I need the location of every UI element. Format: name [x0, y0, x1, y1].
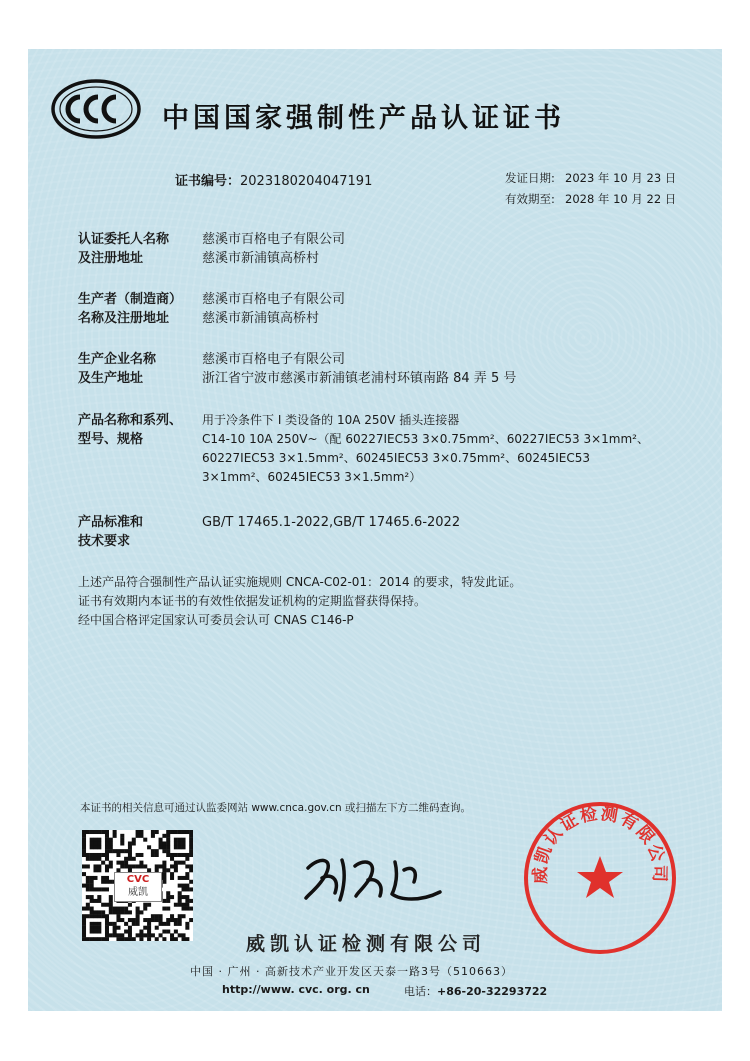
statement — [78, 573, 521, 630]
applicant-value-line1: 慈溪市百格电子有限公司 — [202, 232, 346, 247]
statement-line3: 经中国合格评定国家认可委员会认可 CNAS C146-P — [78, 613, 354, 627]
product-value-line2: C14-10 10A 250V~（配 60227IEC53 3×0.75mm²、60227IEC53 3×1mm²、 — [202, 432, 649, 446]
issuer-phone — [404, 983, 547, 999]
certificate-number-value: 2023180204047191 — [240, 174, 373, 189]
manufacturer-value-line1: 慈溪市百格电子有限公司 — [202, 292, 346, 307]
standards-value — [202, 513, 460, 532]
issuer-phone-label: 电话： — [404, 985, 437, 998]
manufacturer-value — [202, 290, 345, 328]
applicant-value — [202, 230, 345, 268]
standards-label — [78, 513, 143, 551]
issuer-website[interactable]: http://www. cvc. org. cn — [222, 983, 370, 996]
applicant-label-line2: 及注册地址 — [78, 251, 144, 266]
issue-date-row — [505, 170, 676, 186]
ccc-logo-icon — [50, 78, 142, 140]
product-value-line4: 3×1mm²、60245IEC53 3×1.5mm²） — [202, 470, 422, 484]
issue-date-label: 发证日期: — [505, 171, 555, 185]
applicant-label — [78, 230, 169, 268]
factory-label — [78, 350, 156, 388]
qr-badge — [114, 872, 162, 902]
statement-line1: 上述产品符合强制性产品认证实施规则 CNCA-C02-01：2014 的要求，特发此证。 — [78, 575, 522, 589]
manufacturer-label — [78, 290, 182, 328]
valid-date-label: 有效期至: — [505, 192, 555, 206]
certificate-number — [175, 170, 372, 189]
issuer-address: 中国 · 广州 · 高新技术产业开发区天泰一路3号（510663） — [190, 965, 513, 978]
seal-star-icon — [577, 856, 623, 898]
manufacturer-label-line1: 生产者（制造商） — [78, 292, 183, 307]
standards-value-line1: GB/T 17465.1-2022,GB/T 17465.6-2022 — [202, 515, 461, 530]
factory-value-line2: 浙江省宁波市慈溪市新浦镇老浦村环镇南路 84 弄 5 号 — [202, 371, 517, 386]
issuer-phone-value: +86-20-32293722 — [437, 985, 548, 998]
verification-note: 本证书的相关信息可通过认监委网站 www.cnca.gov.cn 或扫描左下方二维码查询。 — [80, 802, 472, 814]
signature-icon — [300, 848, 450, 908]
qr-code[interactable] — [82, 830, 193, 941]
issue-date-value: 2023 年 10 月 23 日 — [565, 171, 677, 185]
certificate-number-label: 证书编号： — [175, 174, 241, 189]
standards-label-line2: 技术要求 — [78, 534, 131, 549]
issuer-organization: 威凯认证检测有限公司 — [246, 933, 487, 955]
valid-date-row — [505, 191, 676, 207]
standards-label-line1: 产品标准和 — [78, 515, 144, 530]
product-value-line1: 用于冷条件下 I 类设备的 10A 250V 插头连接器 — [202, 413, 460, 427]
applicant-label-line1: 认证委托人名称 — [78, 232, 170, 247]
official-seal — [520, 798, 680, 958]
valid-date-value: 2028 年 10 月 22 日 — [565, 192, 677, 206]
factory-value-line1: 慈溪市百格电子有限公司 — [202, 352, 346, 367]
product-label-line2: 型号、规格 — [78, 432, 144, 447]
product-label-line1: 产品名称和系列、 — [78, 413, 183, 428]
qr-badge-top: CVC — [126, 874, 150, 885]
manufacturer-value-line2: 慈溪市新浦镇高桥村 — [202, 311, 320, 326]
statement-line2: 证书有效期内本证书的有效性依据发证机构的定期监督获得保持。 — [78, 594, 427, 608]
seal-text: 威凯认证检测有限公司 — [530, 803, 670, 885]
page-title: 中国国家强制性产品认证证书 — [162, 103, 565, 134]
manufacturer-label-line2: 名称及注册地址 — [78, 311, 170, 326]
qr-badge-bottom: 威凯 — [128, 887, 148, 898]
factory-value — [202, 350, 516, 388]
factory-label-line1: 生产企业名称 — [78, 352, 157, 367]
factory-label-line2: 及生产地址 — [78, 371, 144, 386]
product-value — [202, 411, 649, 487]
product-label — [78, 411, 182, 449]
applicant-value-line2: 慈溪市新浦镇高桥村 — [202, 251, 320, 266]
product-value-line3: 60227IEC53 3×1.5mm²、60245IEC53 3×0.75mm²、60245IEC53 — [202, 451, 591, 465]
